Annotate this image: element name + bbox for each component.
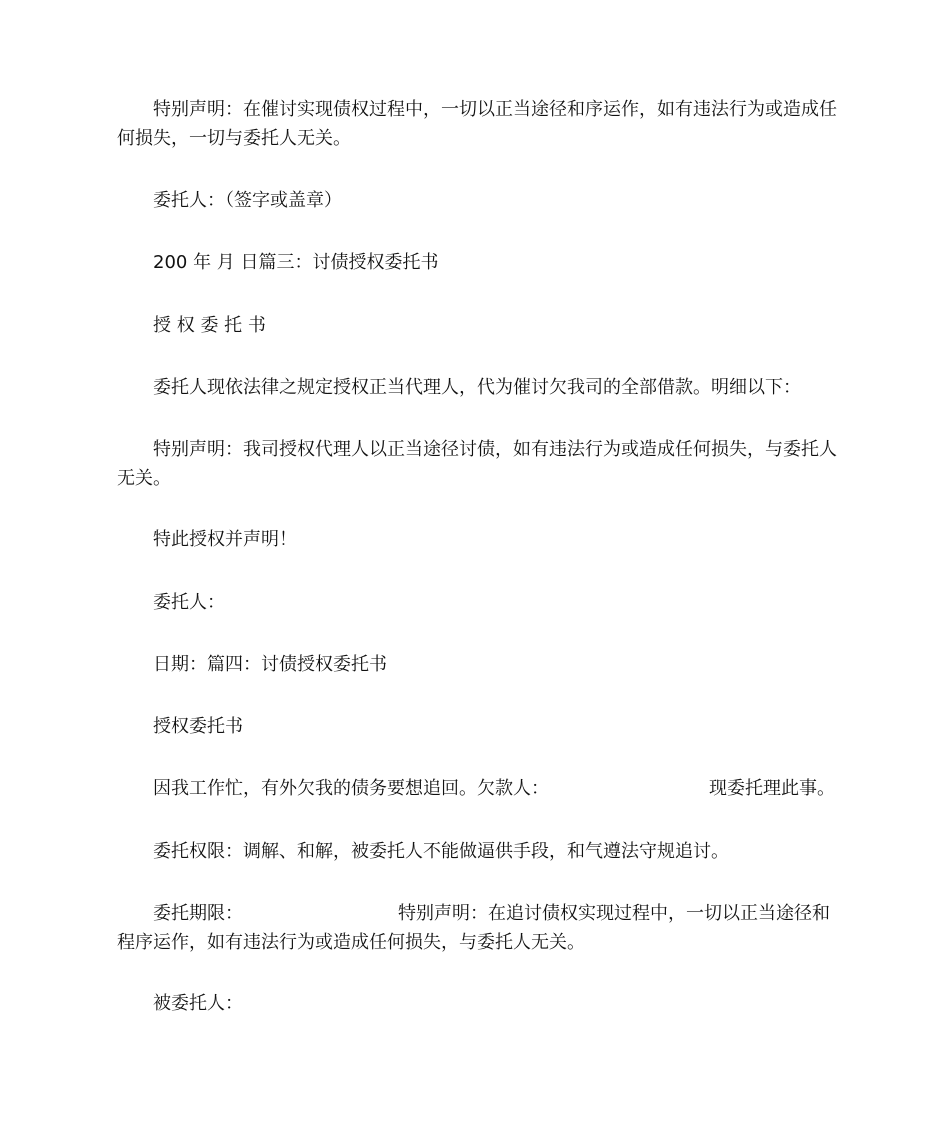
debt-recovery-text-end: 现委托理此事。 bbox=[709, 778, 835, 799]
period-and-statement-paragraph bbox=[117, 899, 837, 957]
special-statement-paragraph-2: 特别声明：我司授权代理人以正当途径讨债，如有违法行为或造成任何损失，与委托人无关。 bbox=[117, 439, 837, 489]
authorization-body-paragraph: 委托人现依法律之规定授权正当代理人，代为催讨欠我司的全部借款。明细以下： bbox=[153, 377, 801, 398]
date-and-section-four-title: 日期：篇四：讨债授权委托书 bbox=[153, 654, 387, 675]
authorization-letter-title-2: 授权委托书 bbox=[153, 716, 243, 737]
trustee-line: 被委托人： bbox=[153, 993, 243, 1014]
debt-recovery-paragraph bbox=[117, 774, 837, 803]
date-and-section-three-title: 200 年 月 日篇三：讨债授权委托书 bbox=[153, 252, 439, 273]
authority-scope-line: 委托权限：调解、和解，被委托人不能做逼供手段，和气遵法守规追讨。 bbox=[153, 841, 729, 862]
special-statement-paragraph-1: 特别声明：在催讨实现债权过程中，一切以正当途径和序运作，如有违法行为或造成任何损失，一切与委托人无关。 bbox=[117, 99, 837, 149]
principal-signature-line: 委托人：（签字或盖章） bbox=[153, 190, 342, 211]
authorization-letter-title: 授 权 委 托 书 bbox=[153, 315, 266, 336]
principal-line: 委托人： bbox=[153, 592, 225, 613]
special-statement-3: 特别声明：在追讨债权实现过程中，一切以正当途径和程序运作，如有违法行为或造成任何损失，与委托人无关。 bbox=[117, 903, 830, 953]
declaration-line: 特此授权并声明！ bbox=[153, 529, 297, 550]
period-label: 委托期限： bbox=[153, 903, 243, 924]
debt-recovery-text: 因我工作忙，有外欠我的债务要想追回。欠款人： bbox=[153, 778, 549, 799]
